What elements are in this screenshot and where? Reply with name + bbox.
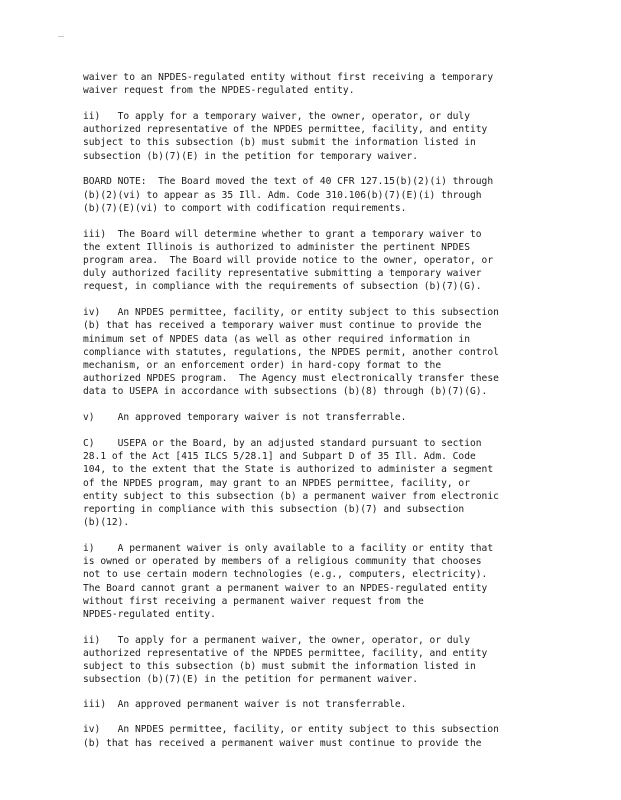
text-line: iii) An approved permanent waiver is not transferrable. [83,699,407,711]
text-line: (b) that has received a permanent waiver must continue to provide the [83,737,482,749]
paragraph-c-permanent-waiver [83,437,553,529]
text-line: data to USEPA in accordance with subsections (b)(8) through (b)(7)(G). [83,386,488,398]
paragraph-continuation [83,71,553,97]
text-line: v) An approved temporary waiver is not transferrable. [83,412,407,424]
text-line: authorized representative of the NPDES permittee, facility, and entity [83,648,488,660]
text-line: is owned or operated by members of a religious community that chooses [83,556,482,568]
paragraph-ii-permanent-waiver [83,634,553,687]
text-line: entity subject to this subsection (b) a permanent waiver from electronic [83,490,499,502]
document-body [83,71,553,750]
text-line: of the NPDES program, may grant to an NPDES permittee, facility, or [83,477,470,489]
text-line: 28.1 of the Act [415 ILCS 5/28.1] and Subpart D of 35 Ill. Adm. Code [83,451,476,463]
text-line: mechanism, or an enforcement order) in hard-copy format to the [83,360,442,372]
paragraph-ii-temporary-waiver [83,110,553,163]
scan-corner-mark [58,36,64,37]
text-line: not to use certain modern technologies (e.g., computers, electricity). [83,569,488,581]
text-line: ii) To apply for a temporary waiver, the owner, operator, or duly [83,111,470,122]
text-line: iv) An NPDES permittee, facility, or entity subject to this subsection [83,724,499,736]
text-line: (b)(7)(E)(vi) to comport with codification requirements. [83,202,407,214]
text-line: authorized NPDES program. The Agency must electronically transfer these [83,373,499,385]
text-line: ii) To apply for a permanent waiver, the owner, operator, or duly [83,634,470,646]
text-line: authorized representative of the NPDES permittee, facility, and entity [83,124,488,136]
text-line: subsection (b)(7)(E) in the petition for temporary waiver. [83,150,419,162]
text-line: (b)(12). [83,517,130,529]
paragraph-iv-temporary-waiver [83,306,553,398]
text-line: reporting in compliance with this subsection (b)(7) and subsection [83,504,465,516]
text-line: duly authorized facility representative submitting a temporary waiver [83,268,482,280]
text-line: waiver request from the NPDES-regulated entity. [83,85,355,97]
text-line: The Board cannot grant a permanent waiver to an NPDES-regulated entity [83,582,488,594]
text-line: C) USEPA or the Board, by an adjusted standard pursuant to section [83,438,482,450]
text-line: minimum set of NPDES data (as well as other required information in [83,333,470,345]
text-line: subsection (b)(7)(E) in the petition for permanent waiver. [83,674,419,686]
paragraph-iii-temporary-waiver [83,228,553,294]
text-line: 104, to the extent that the State is authorized to administer a segment [83,464,494,476]
paragraph-iv-permanent-waiver [83,723,553,749]
text-line: (b)(2)(vi) to appear as 35 Ill. Adm. Code 310.106(b)(7)(E)(i) through [83,189,482,201]
text-line: the extent Illinois is authorized to administer the pertinent NPDES [83,241,470,253]
board-note [83,175,553,215]
text-line: (b) that has received a temporary waiver must continue to provide the [83,320,482,332]
paragraph-v-temporary-waiver [83,411,553,424]
paragraph-iii-permanent-waiver [83,698,553,711]
text-line: subject to this subsection (b) must submit the information listed in [83,661,476,673]
text-line: program area. The Board will provide notice to the owner, operator, or [83,255,494,267]
text-line: i) A permanent waiver is only available to a facility or entity that [83,543,494,555]
text-line: compliance with statutes, regulations, the NPDES permit, another control [83,346,499,358]
text-line: NPDES-regulated entity. [83,609,216,621]
text-line: iii) The Board will determine whether to grant a temporary waiver to [83,228,482,240]
text-line: BOARD NOTE: The Board moved the text of 40 CFR 127.15(b)(2)(i) through [83,176,494,188]
text-line: iv) An NPDES permittee, facility, or entity subject to this subsection [83,307,499,319]
text-line: without first receiving a permanent waiver request from the [83,595,424,607]
text-line: request, in compliance with the requirements of subsection (b)(7)(G). [83,281,482,293]
paragraph-i-permanent-waiver [83,542,553,621]
text-line: waiver to an NPDES-regulated entity without first receiving a temporary [83,72,494,83]
text-line: subject to this subsection (b) must submit the information listed in [83,137,476,149]
